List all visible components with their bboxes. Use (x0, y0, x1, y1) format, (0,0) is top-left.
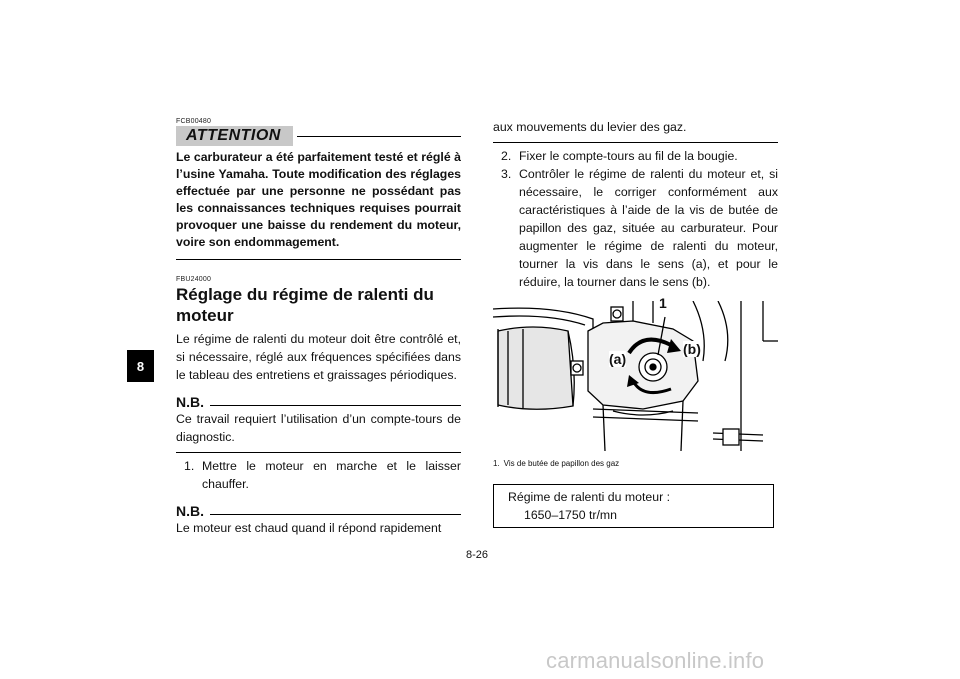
left-column (176, 118, 461, 537)
figure-caption (493, 459, 778, 468)
note-text-2: Le moteur est chaud quand il répond rapidement (176, 521, 442, 535)
note-label-2: N.B. (176, 503, 204, 519)
section-code: FBU24000 (176, 276, 212, 283)
direction-a-label: (a) (609, 351, 627, 367)
caption-number: 1. (493, 459, 500, 468)
attention-text: Le carburateur a été parfaitement testé et réglé à l’usine Yamaha. Toute modification des réglages effectuée par une personne ne possédant pas les connaissances techniques requises pourrait provoquer une baisse du rendement du moteur, voire son endommagement. (176, 150, 461, 249)
watermark: carmanualsonline.info (546, 648, 765, 673)
caption-text: Vis de butée de papillon des gaz (503, 459, 620, 468)
section-heading: Réglage du régime de ralenti du moteur (176, 285, 434, 325)
step-1-text: Mettre le moteur en marche et le laisser chauffer. (202, 459, 461, 491)
note-header-1 (176, 394, 461, 410)
spec-value: 1650–1750 tr/mn (524, 508, 617, 522)
direction-b-label: (b) (683, 341, 701, 357)
intro-paragraph: Le régime de ralenti du moteur doit être contrôlé et, si nécessaire, réglé aux fréquences spécifiées dans le tableau des entretiens et graissages périodiques. (176, 332, 461, 382)
note-end-rule-right (493, 142, 778, 143)
note-header-2 (176, 503, 461, 519)
attention-code: FCB00480 (176, 118, 212, 125)
step-1-number: 1. (184, 459, 195, 473)
note-end-rule-1 (176, 452, 461, 453)
step-2-number: 2. (501, 149, 512, 163)
step-2-text: Fixer le compte-tours au fil de la bougie. (519, 149, 738, 163)
chapter-tab (127, 350, 154, 382)
spec-box (493, 484, 774, 528)
callout-number: 1 (659, 295, 667, 311)
spec-label: Régime de ralenti du moteur : (508, 490, 670, 504)
continuation-text: aux mouvements du levier des gaz. (493, 120, 687, 134)
attention-header (176, 126, 461, 146)
carburetor-illustration (493, 295, 778, 451)
note-text-1: Ce travail requiert l’utilisation d’un compte-tours de diagnostic. (176, 412, 461, 444)
note-divider-1 (210, 405, 461, 406)
page-number: 8-26 (466, 549, 489, 561)
step-1 (176, 457, 461, 493)
step-3-number: 3. (501, 167, 512, 181)
step-3-text: Contrôler le régime de ralenti du moteur et, si nécessaire, le corriger conformément aux caractéristiques à l’aide de la vis de butée de papillon des gaz, située au carburateur. Pour augmenter le régime de ralenti du moteur, tourner la vis dans le sens (a), et pour le réduire, la tourner dans le sens (b). (519, 167, 778, 289)
note-divider-2 (210, 514, 461, 515)
chapter-tab-label: 8 (136, 358, 145, 374)
attention-badge: ATTENTION (176, 126, 293, 146)
attention-end-rule (176, 259, 461, 260)
step-2 (493, 147, 778, 165)
attention-divider (297, 136, 461, 137)
carburetor-drawing (493, 301, 778, 451)
right-column (493, 118, 778, 528)
step-3 (493, 165, 778, 291)
step-list (493, 147, 778, 291)
note-label-1: N.B. (176, 394, 204, 410)
